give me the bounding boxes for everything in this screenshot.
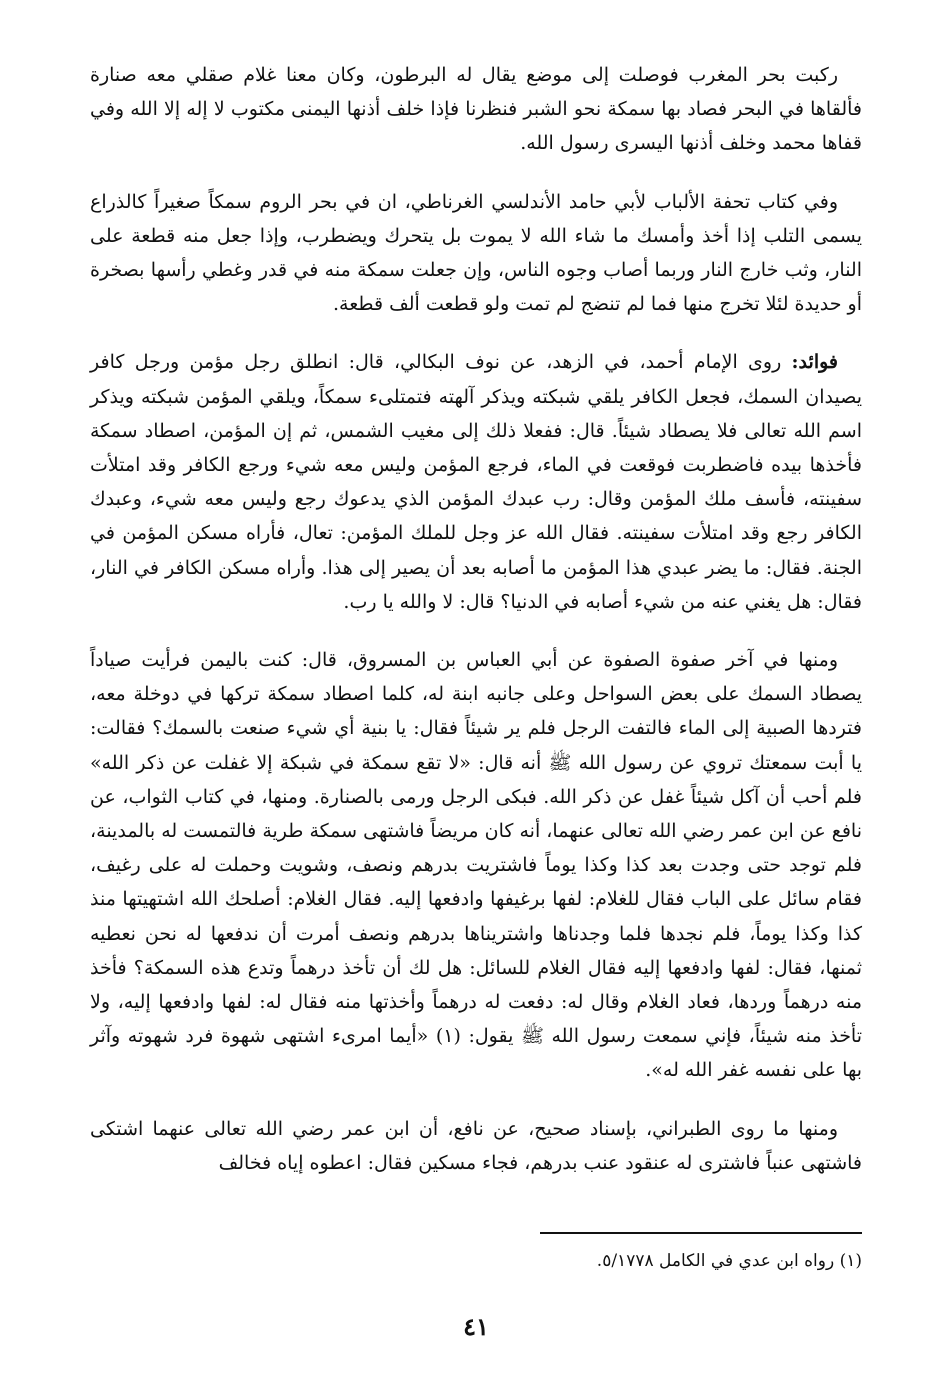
paragraph-5: ومنها ما روى الطبراني، بإسناد صحيح، عن نافع، أن ابن عمر رضي الله تعالى عنهما اشتكى فاشتهى عنباً فاشترى له عنقود عنب بدرهم، فجاء مسكين فقال: اعطوه إياه فخالف xyxy=(90,1117,862,1174)
page-number: ٤١ xyxy=(463,1312,489,1341)
paragraph-1: ركبت بحر المغرب فوصلت إلى موضع يقال له البرطون، وكان معنا غلام صقلي معه صنارة فألقاها في البحر فصاد بها سمكة نحو الشبر فنظرنا فإذا خلف أذنها اليمنى مكتوب لا إله إلا الله وفي قفاها محمد وخلف أذنها اليسرى رسول الله. xyxy=(90,64,862,155)
paragraph-3-lead: فوائد: xyxy=(791,351,838,374)
paragraph-4: ومنها في آخر صفوة الصفوة عن أبي العباس بن المسروق، قال: كنت باليمن فرأيت صياداً يصطاد السمك على بعض السواحل وعلى جانبه ابنة له، كلما اصطاد سمكة تركها في دوخلة معه، فتردها الصبية إلى الماء فالتفت الرجل فلم ير شيئاً فقال: يا بنية أي شيء صنعت بالسمك؟ فقالت: يا أبت سمعتك تروي عن رسول الله ﷺ أنه قال: «لا تقع سمكة في شبكة إلا غفلت عن ذكر الله» فلم أحب أن آكل شيئاً غفل عن ذكر الله. فبكى الرجل ورمى بالصنارة. ومنها، في كتاب الثواب، عن نافع عن ابن عمر رضي الله تعالى عنهما، أنه كان مريضاً فاشتهى سمكة طرية فالتمست له بالمدينة، فلم توجد حتى وجدت بعد كذا وكذا يوماً فاشتريت بدرهم ونصف، وشويت وحملت له على رغيف، فقام سائل على الباب فقال للغلام: لفها برغيفها وادفعها إليه. فقال الغلام: أصلحك الله اشتهيتها منذ كذا وكذا يوماً، فلم نجدها فلما وجدناها واشتريناها بدرهم ونصف أمرت أن ندفعها له نحن نعطيه ثمنها، فقال: لفها وادفعها إليه فقال الغلام للسائل: هل لك أن تأخذ درهماً وتدع هذه السمكة؟ فأخذ منه درهماً وردها، فعاد الغلام وقال له: دفعت له درهماً وأخذتها منه فقال له: لفها وادفعها إليه، ولا تأخذ منه شيئاً، فإني سمعت رسول الله ﷺ يقول: (١) «أيما امرىء اشتهى شهوة فرد شهوته وآثر بها على نفسه غفر الله له». xyxy=(90,649,863,1082)
footnote: (١) رواه ابن عدي في الكامل ٥/١٧٧٨. xyxy=(596,1251,862,1271)
paragraph-3 xyxy=(90,345,862,619)
footnote-divider xyxy=(540,1232,862,1234)
paragraph-3-text: روى الإمام أحمد، في الزهد، عن نوف البكالي، قال: انطلق رجل مؤمن ورجل كافر يصيدان السمك، فجعل الكافر يلقي شبكته ويذكر آلهته فتمتلىء سمكاً، ويلقي المؤمن شبكته ويذكر اسم الله تعالى فلا يصطاد شيئاً. قال: ففعلا ذلك إلى مغيب الشمس، ثم إن المؤمن، اصطاد سمكة فأخذها بيده فاضطربت فوقعت في الماء، فرجع المؤمن وليس معه شيء ورجع الكافر وقد امتلأت سفينته، فأسف ملك المؤمن وقال: رب عبدك المؤمن الذي يدعوك رجع وليس معه شيء، وعبدك الكافر رجع وقد امتلأت سفينته. فقال الله عز وجل للملك المؤمن: تعال، فأراه مسكن المؤمن في الجنة. فقال: ما يضر عبدي هذا المؤمن ما أصابه بعد أن يصير إلى هذا. وأراه مسكن الكافر في النار، فقال: هل يغني عنه من شيء أصابه في الدنيا؟ قال: لا والله يا رب. xyxy=(90,351,863,613)
page-body xyxy=(90,58,862,1204)
paragraph-2: وفي كتاب تحفة الألباب لأبي حامد الأندلسي الغرناطي، ان في بحر الروم سمكاً صغيراً كالذراع يسمى التلب إذا أخذ وأمسك ما شاء الله لا يموت بل يتحرك ويضطرب، وإذا جعل منه قطعة على النار، وثب خارج النار وربما أصاب وجوه الناس، وإن جعلت سمكة منه في قدر وغطي رأسها بصخرة أو حديدة لئلا تخرج منها فما لم تنضج لم تمت ولو قطعت ألف قطعة. xyxy=(90,190,862,316)
